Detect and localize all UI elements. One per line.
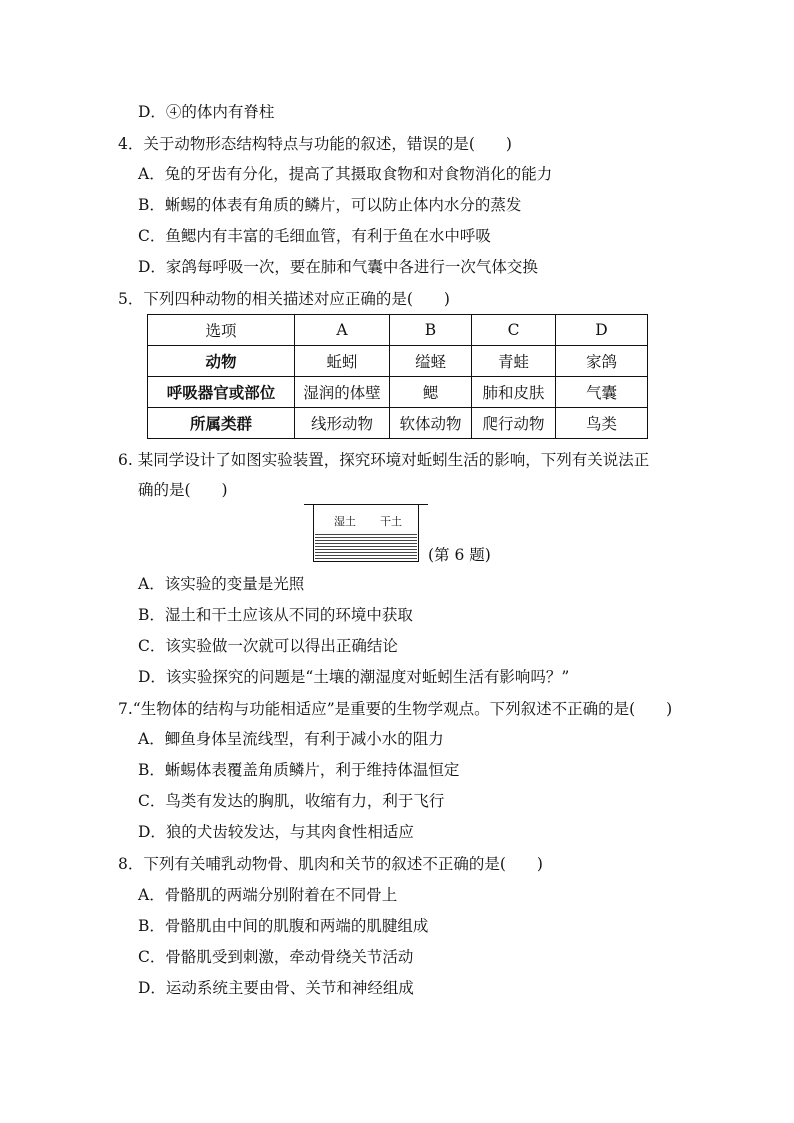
q7-option-c: C．鸟类有发达的胸肌，收缩有力，利于飞行 xyxy=(138,792,445,810)
q4-option-d: D．家鸽每呼吸一次，要在肺和气囊中各进行一次气体交换 xyxy=(138,258,538,276)
table-cell: 肺和皮肤 xyxy=(472,377,556,408)
q7-option-d: D．狼的犬齿较发达，与其肉食性相适应 xyxy=(138,823,414,841)
q6-option-a: A．该实验的变量是光照 xyxy=(138,575,305,593)
figure-soil-layer xyxy=(315,534,417,559)
table-row xyxy=(148,408,648,439)
table-cell: 气囊 xyxy=(556,377,648,408)
q7-option-b: B．蜥蜴体表覆盖角质鳞片，利于维持体温恒定 xyxy=(138,761,460,779)
figure-label-dry-soil: 干土 xyxy=(380,515,402,528)
table-row xyxy=(148,346,648,377)
table-cell: A xyxy=(295,315,390,346)
table-cell: 鸟类 xyxy=(556,408,648,439)
figure-bottom xyxy=(313,561,419,562)
q8-option-b: B．骨骼肌由中间的肌腹和两端的肌腱组成 xyxy=(138,917,429,935)
table-cell: 动物 xyxy=(148,346,295,377)
table-cell: 鳃 xyxy=(390,377,472,408)
table-header-row xyxy=(148,315,648,346)
table-cell: 所属类群 xyxy=(148,408,295,439)
q7-option-a: A．鲫鱼身体呈流线型，有利于减小水的阻力 xyxy=(138,730,444,748)
figure-right-wall xyxy=(418,504,419,562)
table-cell: 选项 xyxy=(148,315,295,346)
q4-option-a: A．兔的牙齿有分化，提高了其摄取食物和对食物消化的能力 xyxy=(138,165,553,183)
table-cell: D xyxy=(556,315,648,346)
q3-option-d: D．④的体内有脊柱 xyxy=(138,103,275,121)
figure-top-board xyxy=(304,504,428,505)
table-cell: 爬行动物 xyxy=(472,408,556,439)
table-cell: 呼吸器官或部位 xyxy=(148,377,295,408)
q4-option-c: C．鱼鳃内有丰富的毛细血管，有利于鱼在水中呼吸 xyxy=(138,227,491,245)
q4-option-b: B．蜥蜴的体表有角质的鳞片，可以防止体内水分的蒸发 xyxy=(138,196,522,214)
table-cell: 蚯蚓 xyxy=(295,346,390,377)
table-cell: B xyxy=(390,315,472,346)
figure-left-wall xyxy=(313,504,314,562)
q8-option-d: D．运动系统主要由骨、关节和神经组成 xyxy=(138,979,414,997)
table-cell: C xyxy=(472,315,556,346)
figure-label-wet-soil: 湿土 xyxy=(334,515,356,528)
table-row xyxy=(148,377,648,408)
q6-stem-line1: 6. 某同学设计了如图实验装置，探究环境对蚯蚓生活的影响，下列有关说法正 xyxy=(118,451,650,469)
table-cell: 家鸽 xyxy=(556,346,648,377)
q4-stem: 4．关于动物形态结构特点与功能的叙述，错误的是( ) xyxy=(118,135,512,153)
q8-stem: 8．下列有关哺乳动物骨、肌肉和关节的叙述不正确的是( ) xyxy=(118,855,543,873)
q6-option-d: D．该实验探究的问题是“土壤的潮湿度对蚯蚓生活有影响吗？” xyxy=(138,668,570,686)
q6-experiment-figure xyxy=(304,504,428,564)
q8-option-a: A．骨骼肌的两端分别附着在不同骨上 xyxy=(138,886,398,904)
q6-option-b: B．湿土和干土应该从不同的环境中获取 xyxy=(138,606,413,624)
table-cell: 湿润的体壁 xyxy=(295,377,390,408)
q6-figure-caption: (第 6 题) xyxy=(428,546,491,564)
q5-stem: 5．下列四种动物的相关描述对应正确的是( ) xyxy=(118,290,450,308)
table-cell: 线形动物 xyxy=(295,408,390,439)
table-cell: 缢蛏 xyxy=(390,346,472,377)
q6-stem-line2: 确的是( ) xyxy=(138,481,228,499)
q8-option-c: C．骨骼肌受到刺激，牵动骨绕关节活动 xyxy=(138,948,414,966)
q5-table xyxy=(147,314,648,439)
q6-option-c: C．该实验做一次就可以得出正确结论 xyxy=(138,637,398,655)
q7-stem: 7.“生物体的结构与功能相适应”是重要的生物学观点。下列叙述不正确的是( ) xyxy=(118,700,673,718)
table-cell: 青蛙 xyxy=(472,346,556,377)
table-cell: 软体动物 xyxy=(390,408,472,439)
